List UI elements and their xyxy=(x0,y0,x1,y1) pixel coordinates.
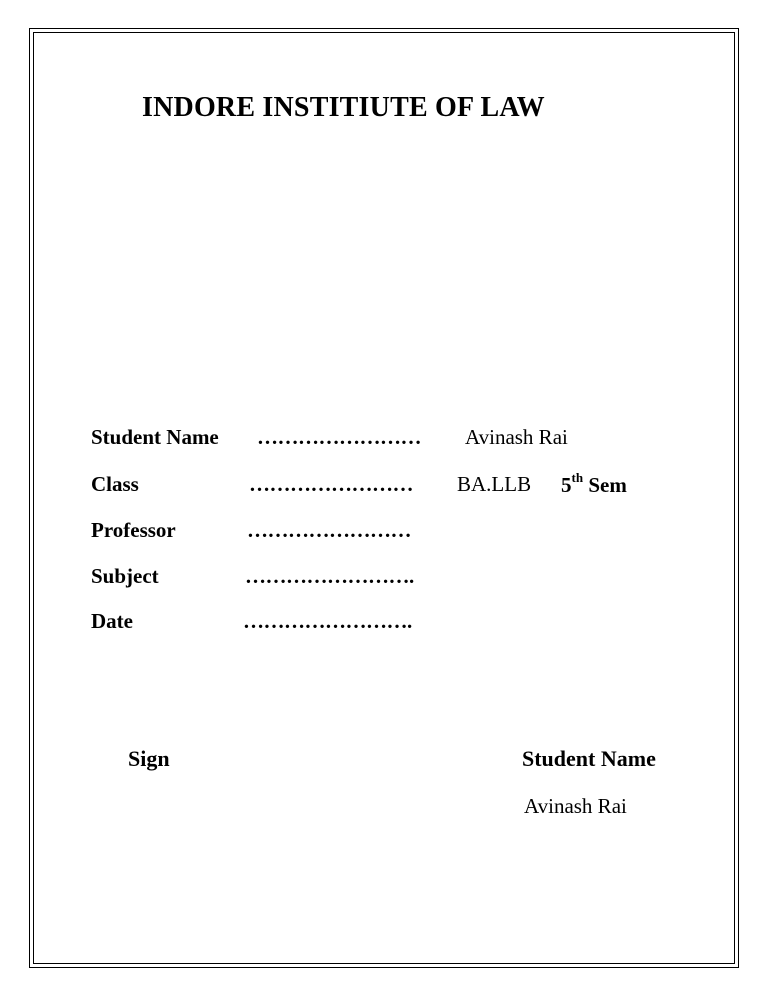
semester-suffix: th xyxy=(571,470,584,485)
semester-value xyxy=(561,472,627,498)
class-dots: …………………… xyxy=(249,472,413,496)
student-name-value: Avinash Rai xyxy=(465,425,568,449)
footer-student-name-value: Avinash Rai xyxy=(524,794,627,818)
semester-word: Sem xyxy=(588,473,627,497)
page-border-inner xyxy=(33,32,735,964)
professor-label: Professor xyxy=(91,518,176,542)
date-dots: ……………………. xyxy=(243,609,412,633)
date-label: Date xyxy=(91,609,133,633)
professor-dots: …………………… xyxy=(247,518,411,542)
footer-student-name-label: Student Name xyxy=(522,746,656,771)
student-name-dots: …………………… xyxy=(257,425,421,449)
class-value: BA.LLB xyxy=(457,472,532,496)
sign-label: Sign xyxy=(128,746,170,771)
class-label: Class xyxy=(91,472,139,496)
institute-title: INDORE INSTITIUTE OF LAW xyxy=(142,92,545,123)
subject-dots: ……………………. xyxy=(245,564,414,588)
subject-label: Subject xyxy=(91,564,159,588)
student-name-label: Student Name xyxy=(91,425,219,449)
semester-number: 5 xyxy=(561,473,572,497)
